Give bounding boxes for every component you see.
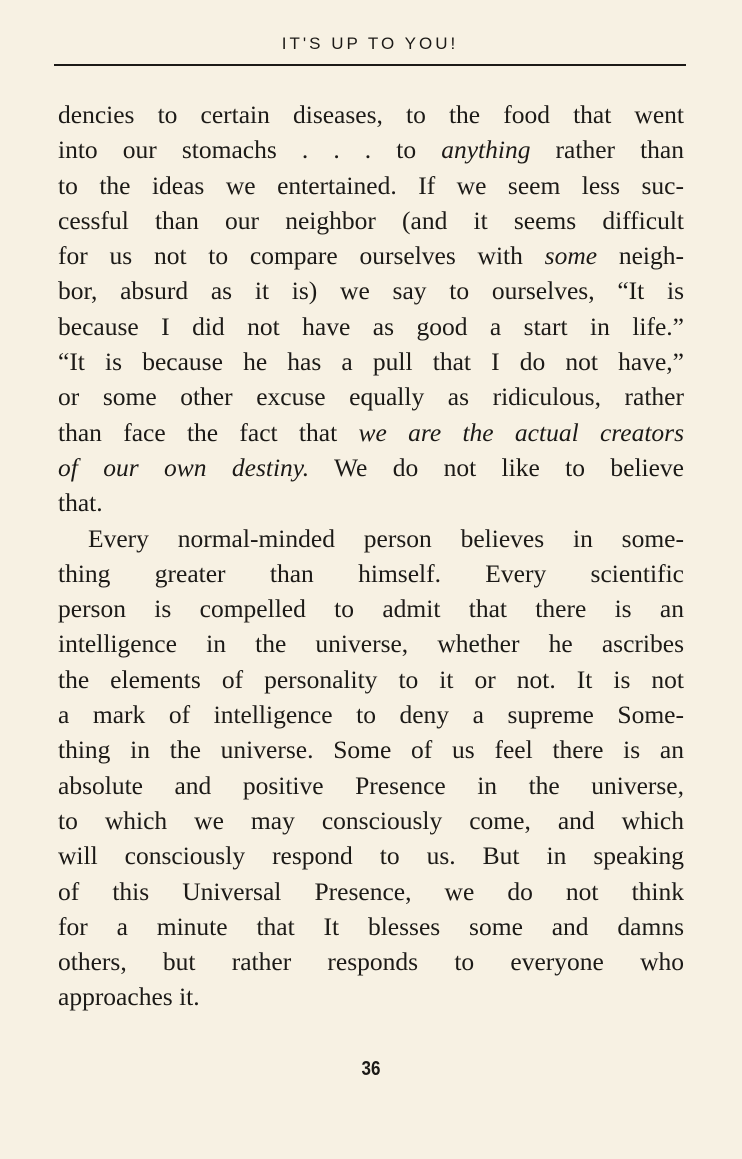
text-run: neigh- [597,241,684,271]
text-line [58,415,684,450]
italic-run: we are the actual creators [358,417,685,447]
text-run: dencies to certain diseases, to the food that went [58,100,684,129]
text-run: will consciously respond to us. But in speaking [58,841,684,871]
text-run: to the ideas we entertained. If we seem less suc- [58,170,684,200]
text-line [58,485,684,520]
text-run: cessful than our neighbor (and it seems difficult [58,205,684,235]
text-run: of this Universal Presence, we do not think [58,876,684,906]
text-run: for us not to compare ourselves with [58,241,545,271]
text-line [58,450,684,485]
text-line [58,97,684,132]
text-run: absolute and positive Presence in the universe, [58,770,684,800]
text-run: bor, absurd as it is) we say to ourselves, “It is [58,276,684,306]
text-run: because I did not have as good a start in life.” [58,311,684,341]
text-line [58,803,684,838]
text-line [58,909,684,944]
header-rule [54,64,686,66]
text-run: into our stomachs . . . to [58,135,442,165]
italic-run: of our own destiny. [58,452,310,482]
text-run: than face the fact that [58,417,359,447]
text-line [58,168,684,203]
text-line [58,768,684,803]
text-line [58,944,684,979]
text-run: rather than [530,135,685,165]
text-run: for a minute that It blesses some and damns [58,911,684,941]
text-line [58,203,684,238]
text-run: others, but rather responds to everyone who [58,947,684,977]
italic-run: some [544,241,598,271]
text-line [58,626,684,661]
text-line [58,591,684,626]
text-line [58,979,684,1014]
text-line [58,379,684,414]
text-run: person is compelled to admit that there is an [58,594,684,624]
page-number: 36 [361,1058,381,1080]
text-line [58,838,684,873]
text-run: “It is because he has a pull that I do not have,” [58,347,684,377]
paragraph-1 [58,97,684,521]
text-line [58,521,684,556]
text-line [58,238,684,273]
text-run: intelligence in the universe, whether he ascribes [58,629,684,659]
text-run: Every normal-minded person believes in some- [88,523,684,553]
text-line [58,874,684,909]
text-run: the elements of personality to it or not. It is not [58,664,684,694]
text-run: approaches it. [58,982,200,1012]
text-line [58,662,684,697]
italic-run: anything [441,135,531,165]
text-run: or some other excuse equally as ridiculous, rather [58,382,684,412]
text-line [58,344,684,379]
text-line [58,132,684,167]
paragraph-2 [58,521,684,1015]
text-line [58,273,684,308]
text-line [58,556,684,591]
page-body [58,97,684,1015]
text-run: thing in the universe. Some of us feel there is an [58,735,684,765]
text-line [58,309,684,344]
text-run: a mark of intelligence to deny a supreme Some- [58,700,684,730]
text-line [58,732,684,767]
text-run: We do not like to believe [309,452,684,482]
text-run: thing greater than himself. Every scientific [58,558,684,588]
running-head-title: IT'S UP TO YOU! [281,34,459,53]
text-run: to which we may consciously come, and which [58,805,684,835]
text-run: that. [58,488,103,518]
text-line [58,697,684,732]
